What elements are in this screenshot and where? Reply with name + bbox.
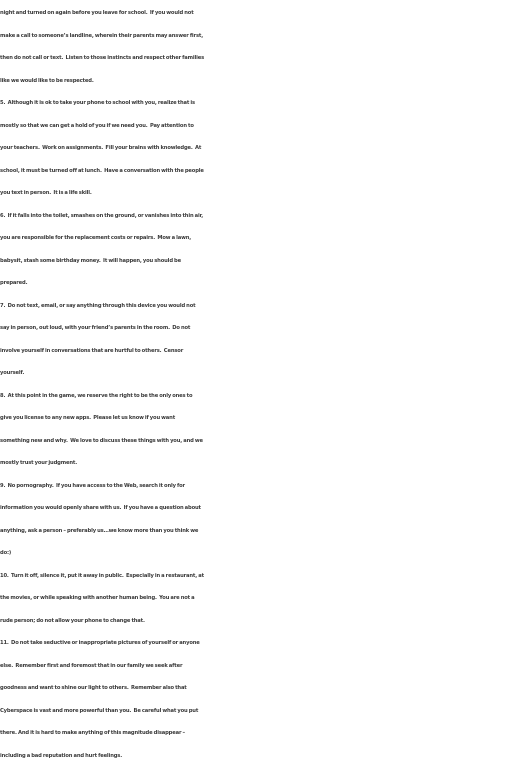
text-line: 7. Do not text, email, or say anything through this device you would not bbox=[0, 295, 521, 318]
text-line: school, it must be turned off at lunch. Have a conversation with the people bbox=[0, 160, 521, 183]
text-line: mostly so that we can get a hold of you if we need you. Pay attention to bbox=[0, 115, 521, 138]
text-line: Cyberspace is vast and more powerful than you. Be careful what you put bbox=[0, 700, 521, 723]
text-line: then do not call or text. Listen to those instincts and respect other families bbox=[0, 47, 521, 70]
text-line: you are responsible for the replacement costs or repairs. Mow a lawn, bbox=[0, 227, 521, 250]
text-line: including a bad reputation and hurt feelings. bbox=[0, 745, 521, 767]
text-line: make a call to someone’s landline, wherein their parents may answer first, bbox=[0, 25, 521, 48]
text-line: else. Remember first and foremost that in our family we seek after bbox=[0, 655, 521, 678]
text-line: 10. Turn it off, silence it, put it away in public. Especially in a restaurant, at bbox=[0, 565, 521, 588]
text-line: give you license to any new apps. Please let us know if you want bbox=[0, 407, 521, 430]
text-line: mostly trust your judgment. bbox=[0, 452, 521, 475]
text-line: your teachers. Work on assignments. Fill your brains with knowledge. At bbox=[0, 137, 521, 160]
text-line: yourself. bbox=[0, 362, 521, 385]
text-line: 8. At this point in the game, we reserve the right to be the only ones to bbox=[0, 385, 521, 408]
text-line: 5. Although it is ok to take your phone to school with you, realize that is bbox=[0, 92, 521, 115]
text-line: anything, ask a person – preferably us…we know more than you think we bbox=[0, 520, 521, 543]
text-line: 9. No pornography. If you have access to the Web, search it only for bbox=[0, 475, 521, 498]
text-line: 6. If it falls into the toilet, smashes on the ground, or vanishes into thin air, bbox=[0, 205, 521, 228]
text-line: the movies, or while speaking with another human being. You are not a bbox=[0, 587, 521, 610]
text-line: there. And it is hard to make anything of this magnitude disappear – bbox=[0, 722, 521, 745]
text-line: something new and why. We love to discuss these things with you, and we bbox=[0, 430, 521, 453]
text-line: rude person; do not allow your phone to change that. bbox=[0, 610, 521, 633]
text-line: information you would openly share with us. If you have a question about bbox=[0, 497, 521, 520]
text-line: involve yourself in conversations that are hurtful to others. Censor bbox=[0, 340, 521, 363]
text-line: goodness and want to shine our light to others. Remember also that bbox=[0, 677, 521, 700]
text-line: 11. Do not take seductive or inappropriate pictures of yourself or anyone bbox=[0, 632, 521, 655]
text-line: night and turned on again before you leave for school. If you would not bbox=[0, 2, 521, 25]
text-line: do:) bbox=[0, 542, 521, 565]
text-line: say in person, out loud, with your friend’s parents in the room. Do not bbox=[0, 317, 521, 340]
text-line: babysit, stash some birthday money. It will happen, you should be bbox=[0, 250, 521, 273]
text-line: like we would like to be respected. bbox=[0, 70, 521, 93]
text-line: you text in person. It is a life skill. bbox=[0, 182, 521, 205]
text-line: prepared. bbox=[0, 272, 521, 295]
